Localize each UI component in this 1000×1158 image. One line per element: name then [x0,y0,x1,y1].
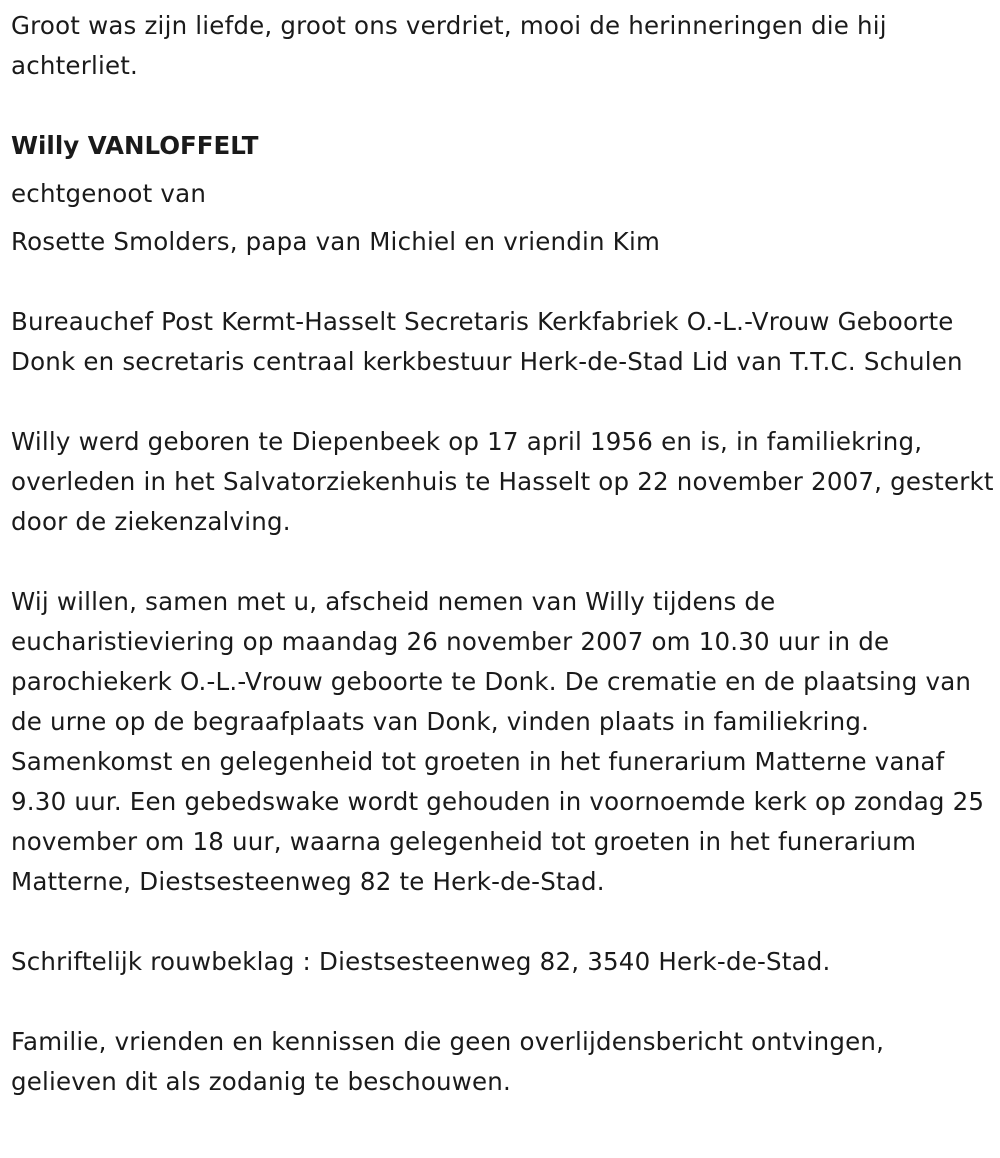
intro-paragraph: Groot was zijn liefde, groot ons verdriet, mooi de herinneringen die hij achterliet. [11,11,887,80]
spacer [11,902,1000,942]
condolences-paragraph: Schriftelijk rouwbeklag : Diestsesteenweg 82, 3540 Herk-de-Stad. [11,947,831,976]
spacer [11,982,1000,1022]
relation-line-2: Rosette Smolders, papa van Michiel en vriendin Kim [11,227,661,256]
spacer [11,262,1000,302]
spacer [11,86,1000,126]
closing-paragraph: Familie, vrienden en kennissen die geen overlijdensbericht ontvingen, gelieven dit als zodanig te beschouwen. [11,1027,885,1096]
birth-death-paragraph: Willy werd geboren te Diepenbeek op 17 april 1956 en is, in familiekring, overleden in het Salvatorziekenhuis te Hasselt op 22 november 2007, gesterkt door de ziekenzalving. [11,427,994,536]
ceremony-paragraph: Wij willen, samen met u, afscheid nemen van Willy tijdens de eucharistieviering op maandag 26 november 2007 om 10.30 uur in de parochiekerk O.-L.-Vrouw geboorte te Donk. De crematie en de plaatsing van de urne op de begraafplaats van Donk, vinden plaats in familiekring. Samenkomst en gelegenheid tot groeten in het funerarium Matterne vanaf 9.30 uur. Een gebedswake wordt gehouden in voornoemde kerk op zondag 25 november om 18 uur, waarna gelegenheid tot groeten in het funerarium Matterne, Diestsesteenweg 82 te Herk-de-Stad. [11,587,985,896]
deceased-name: Willy VANLOFFELT [11,131,259,160]
spacer [11,542,1000,582]
spacer [11,382,1000,422]
functions-paragraph: Bureauchef Post Kermt-Hasselt Secretaris Kerkfabriek O.-L.-Vrouw Geboorte Donk en secretaris centraal kerkbestuur Herk-de-Stad Lid van T.T.C. Schulen [11,307,963,376]
relation-line-1: echtgenoot van [11,179,207,208]
